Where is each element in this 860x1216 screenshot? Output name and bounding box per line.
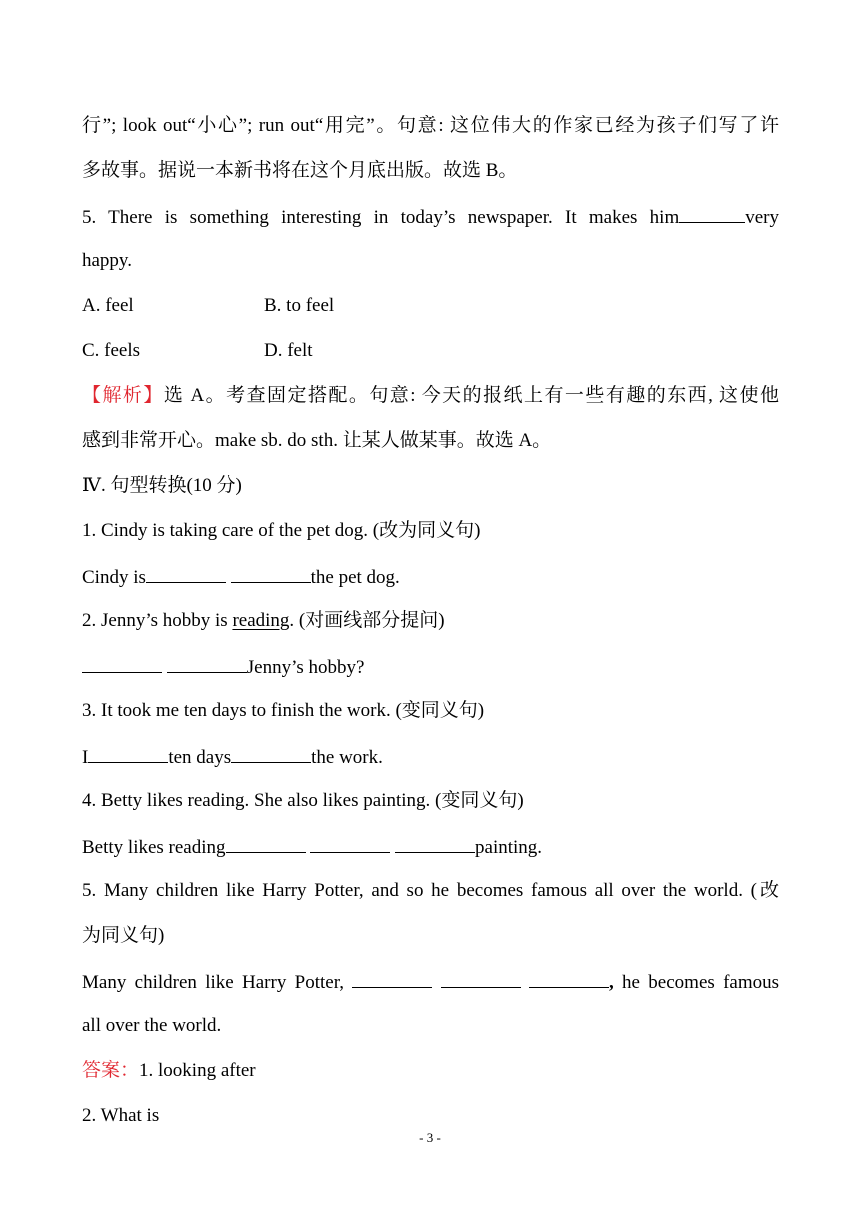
sentence-4-answer-end: painting. — [475, 837, 543, 858]
answer-tag: 答案： — [82, 1060, 140, 1081]
sentence-3-question: 3. It took me ten days to finish the work. (变同义句) — [82, 700, 485, 721]
answer-blank — [88, 744, 168, 763]
sentence-5-answer-text: Many children like Harry Potter, — [82, 972, 353, 993]
answer-blank — [441, 969, 521, 988]
underlined-word: reading — [232, 610, 290, 631]
analysis-line-2: 感到非常开心。make sb. do sth. 让某人做某事。故选 A。 — [82, 430, 552, 451]
option-c: C. feels — [82, 340, 141, 361]
answer-blank — [231, 744, 311, 763]
question-5-stem — [82, 204, 779, 230]
options-row-1 — [82, 294, 779, 318]
explanation-line-1: 行”; look out“小心”; run out“用完”。句意: 这位伟大的作家已经为孩子们写了许 — [82, 115, 779, 136]
sentence-5-answer-line-1 — [82, 969, 779, 995]
sentence-3-answer — [82, 744, 779, 770]
answer-blank — [529, 969, 609, 988]
question-5-text: 5. There is something interesting in today’s newspaper. It makes him — [82, 207, 680, 228]
sentence-1-answer-text: Cindy is — [82, 567, 146, 588]
explanation-line-2: 多故事。据说一本新书将在这个月底出版。故选 B。 — [82, 160, 518, 181]
answer-line-2: 2. What is — [82, 1105, 160, 1126]
answer-blank — [82, 654, 162, 673]
sentence-1-question: 1. Cindy is taking care of the pet dog. (改为同义句) — [82, 520, 481, 541]
answer-blank — [395, 834, 475, 853]
sentence-5-answer-line-2: all over the world. — [82, 1015, 222, 1036]
answer-line-1 — [82, 1059, 779, 1083]
comma: , — [608, 972, 614, 993]
question-5-stem-cont: happy. — [82, 250, 132, 271]
option-b: B. to feel — [264, 295, 335, 316]
sentence-2-answer — [82, 654, 779, 680]
sentence-4-answer — [82, 834, 779, 860]
sentence-3-answer-end: the work. — [311, 747, 383, 768]
answer-blank — [146, 564, 226, 583]
sentence-2-answer-end: Jenny’s hobby? — [246, 657, 365, 678]
sentence-4-answer-text: Betty likes reading — [82, 837, 226, 858]
sentence-3-answer-text: I — [82, 747, 89, 768]
option-a: A. feel — [82, 295, 134, 316]
page-number: - 3 - — [419, 1130, 441, 1145]
answer-blank — [679, 204, 745, 223]
section-heading: Ⅳ. 句型转换(10 分) — [82, 475, 242, 496]
sentence-5-question-line-1: 5. Many children like Harry Potter, and so he becomes famous all over the world. (改 — [82, 880, 779, 901]
sentence-5-answer-end: he becomes famous — [613, 972, 780, 993]
answer-blank — [226, 834, 306, 853]
analysis-text: 选 A。考查固定搭配。句意: 今天的报纸上有一些有趣的东西, 这使他 — [163, 385, 779, 406]
options-row-2 — [82, 339, 779, 363]
sentence-1-answer — [82, 564, 779, 590]
analysis-line-1 — [82, 384, 779, 408]
answer-blank — [167, 654, 247, 673]
question-5-text-end: very — [745, 207, 779, 228]
sentence-5-question-line-2: 为同义句) — [82, 925, 165, 946]
sentence-1-answer-end: the pet dog. — [310, 567, 400, 588]
answer-1: 1. looking after — [139, 1060, 256, 1081]
sentence-3-answer-mid: ten days — [168, 747, 232, 768]
option-d: D. felt — [264, 340, 313, 361]
answer-blank — [310, 834, 390, 853]
sentence-2-text-end: . (对画线部分提问) — [289, 610, 445, 631]
analysis-tag: 【解析】 — [82, 385, 164, 406]
answer-blank — [352, 969, 432, 988]
sentence-4-question: 4. Betty likes reading. She also likes painting. (变同义句) — [82, 790, 524, 811]
sentence-2-text: 2. Jenny’s hobby is — [82, 610, 233, 631]
answer-blank — [231, 564, 311, 583]
sentence-2-question — [82, 609, 779, 633]
